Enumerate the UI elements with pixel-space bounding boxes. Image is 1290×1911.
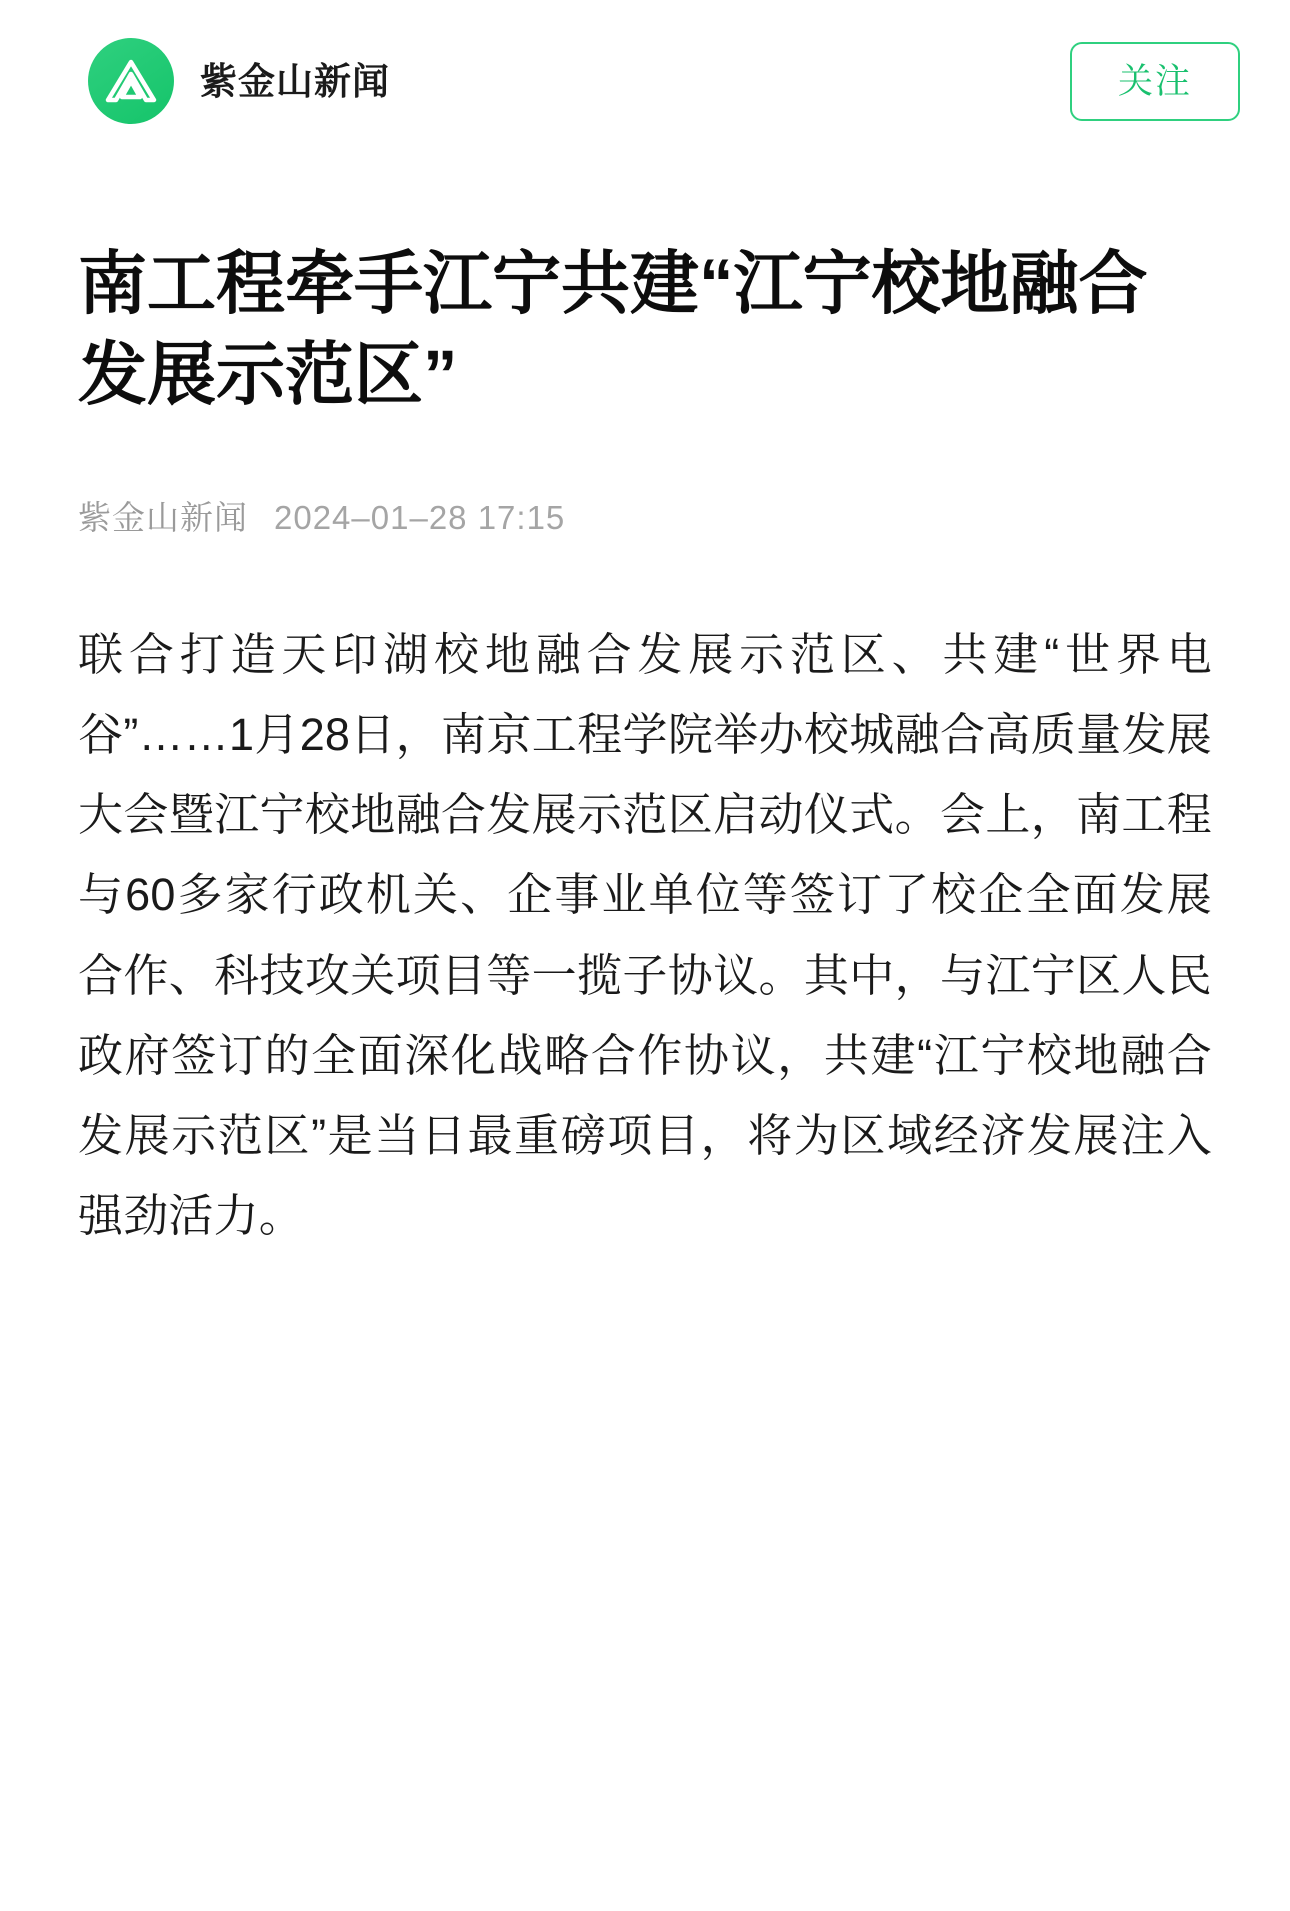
account-block[interactable]	[88, 38, 390, 124]
account-name: 紫金山新闻	[200, 60, 390, 102]
mountain-logo-icon	[88, 38, 174, 124]
page-title: 南工程牵手江宁共建“江宁校地融合发展示范区”	[78, 245, 1148, 414]
article-timestamp: 2024–01–28 17:15	[274, 499, 566, 537]
article-source: 紫金山新闻	[78, 499, 248, 537]
page-header	[0, 0, 1290, 146]
follow-button[interactable]: 关注	[1070, 42, 1240, 121]
article-body: 联合打造天印湖校地融合发展示范区、共建“世界电谷”……1月28日，南京工程学院举办校城融合高质量发展大会暨江宁校地融合发展示范区启动仪式。会上，南工程与60多家行政机关、企事业单位等签订了校企全面发展合作、科技攻关项目等一揽子协议。其中，与江宁区人民政府签订的全面深化战略合作协议，共建“江宁校地融合发展示范区”是当日最重磅项目，将为区域经济发展注入强劲活力。	[78, 629, 1212, 1241]
article-content	[0, 238, 1290, 1361]
article-meta	[78, 492, 1212, 539]
